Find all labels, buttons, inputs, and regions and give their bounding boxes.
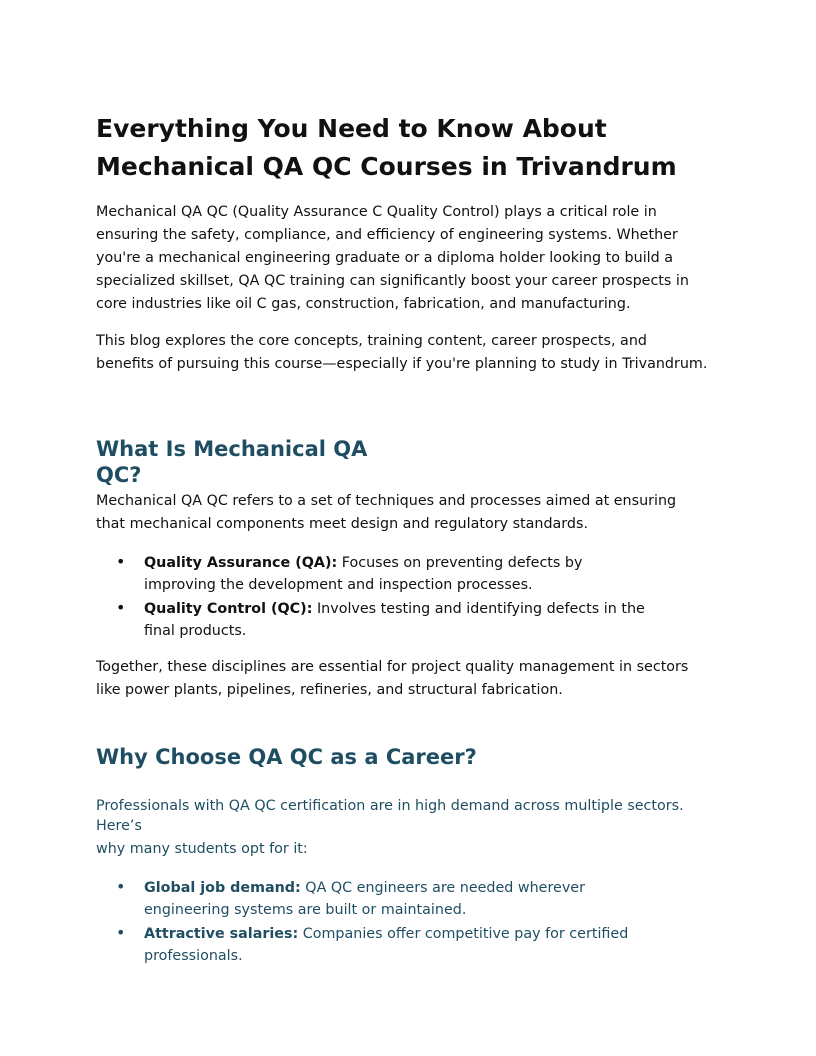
bullet-icon: •: [116, 598, 126, 617]
bullet-icon: •: [116, 552, 126, 571]
section1-intro-paragraph: Mechanical QA QC refers to a set of techniques and processes aimed at ensuring that mechanical components meet design and regulatory standards.: [96, 493, 677, 532]
intro-paragraph-2: This blog explores the core concepts, training content, career prospects, and benefits of pursuing this course—especially if you're planning to study in Trivandrum.: [96, 333, 708, 372]
list-item: [96, 877, 656, 921]
section1-bullet-list: [96, 552, 656, 642]
bullet-text: QA QC engineers are needed wherever engineering systems are built or maintained.: [144, 880, 585, 918]
bullet-label: Quality Assurance (QA):: [144, 555, 338, 571]
section2-intro-line-1: Professionals with QA QC certification are in high demand across multiple sectors. Here’s: [96, 798, 684, 834]
section-heading-what-is: What Is Mechanical QA QC?: [96, 437, 368, 487]
list-item: [96, 923, 656, 967]
bullet-label: Attractive salaries:: [144, 926, 299, 942]
bullet-text: Focuses on preventing defects by improving the development and inspection processes.: [144, 555, 583, 593]
page-title: Everything You Need to Know About Mechanical QA QC Courses in Trivandrum: [96, 114, 677, 181]
list-item: [96, 552, 656, 596]
bullet-label: Global job demand:: [144, 880, 301, 896]
bullet-icon: •: [116, 877, 126, 896]
bullet-label: Quality Control (QC):: [144, 601, 313, 617]
bullet-icon: •: [116, 923, 126, 942]
bullet-text: Companies offer competitive pay for certified professionals.: [144, 926, 629, 964]
bullet-text: Involves testing and identifying defects in the final products.: [144, 601, 645, 639]
intro-paragraph-1: Mechanical QA QC (Quality Assurance C Quality Control) plays a critical role in ensuring the safety, compliance, and efficiency of engineering systems. Whether you're a mechanical engineering graduate or a diploma holder looking to build a specialized skillset, QA QC training can significantly boost your career prospects in core industries like oil C gas, construction, fabrication, and manufacturing.: [96, 204, 689, 312]
list-item: [96, 598, 656, 642]
section-heading-why-choose: Why Choose QA QC as a Career?: [96, 745, 477, 769]
section2-bullet-list: [96, 877, 656, 967]
section2-intro-line-2: why many students opt for it:: [96, 841, 308, 857]
section1-closing-paragraph: Together, these disciplines are essential for project quality management in sectors like power plants, pipelines, refineries, and structural fabrication.: [96, 659, 689, 698]
